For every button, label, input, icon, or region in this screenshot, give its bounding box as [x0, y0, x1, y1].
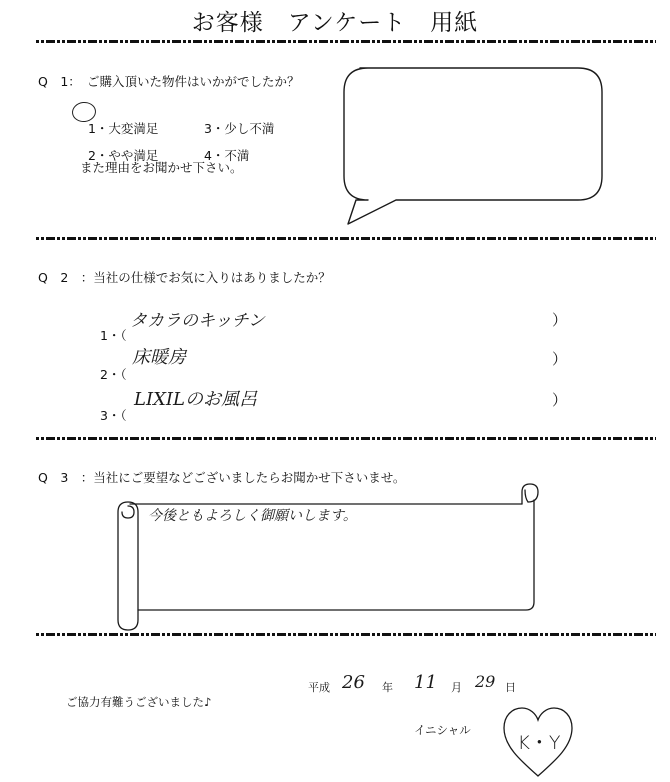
q3-label: Q 3 ：当社にご要望などございましたらお聞かせ下さいませ。 [38, 470, 406, 485]
q2-item-2-answer[interactable]: 床暖房 [132, 347, 186, 368]
item-prefix: 2・（ [99, 367, 127, 382]
option-text: ・大変満足 [95, 121, 159, 136]
date-year[interactable]: 26 [342, 672, 365, 693]
q3-answer: 今後ともよろしく御願いします。 [148, 508, 357, 524]
option-text: ・不満 [211, 148, 250, 163]
q1-reason-prompt: また理由をお聞かせ下さい。 [80, 160, 243, 175]
date-day[interactable]: 29 [475, 672, 496, 691]
initials-label: イニシャル [414, 723, 471, 737]
date-year-label: 年 [382, 681, 393, 694]
q2-item-3 [92, 391, 127, 424]
date-month[interactable]: 11 [414, 672, 437, 693]
item-prefix: 3・（ [99, 408, 127, 423]
option-number: 1 [87, 121, 96, 136]
option-number: 2 [87, 148, 96, 163]
q2-item-3-answer[interactable]: LIXILのお風呂 [134, 389, 257, 410]
dotted-divider [36, 437, 656, 440]
dotted-divider [36, 237, 656, 240]
speech-bubble-answer-box[interactable] [340, 64, 606, 230]
q2-item-2 [92, 350, 127, 383]
dotted-divider [36, 633, 656, 636]
date-month-label: 月 [451, 681, 462, 694]
initials-value[interactable]: K・Y [517, 732, 561, 754]
option-text: ・少し不満 [211, 121, 275, 136]
date-day-label: 日 [505, 681, 516, 694]
q1-label: Q 1： ご購入頂いた物件はいかがでしたか？ [38, 74, 300, 89]
date-era-label: 平成 [308, 681, 330, 694]
form-title: お客様 アンケート 用紙 [191, 10, 479, 36]
q2-item-3-close-paren: ） [552, 391, 568, 409]
option-text: ・やや満足 [95, 148, 159, 163]
q2-item-2-close-paren: ） [552, 350, 568, 368]
q2-item-1-close-paren: ） [552, 311, 568, 329]
thanks-message: ご協力有難うございました♪ [66, 695, 212, 709]
item-prefix: 1・（ [99, 328, 127, 343]
q2-label: Q 2 ：当社の仕様でお気に入りはありましたか？ [38, 270, 331, 285]
dotted-divider [36, 40, 656, 43]
option-number: 4 [203, 148, 212, 163]
option-number: 3 [203, 121, 212, 136]
q2-item-1-answer[interactable]: タカラのキッチン [130, 311, 265, 331]
q2-item-1 [92, 311, 127, 344]
